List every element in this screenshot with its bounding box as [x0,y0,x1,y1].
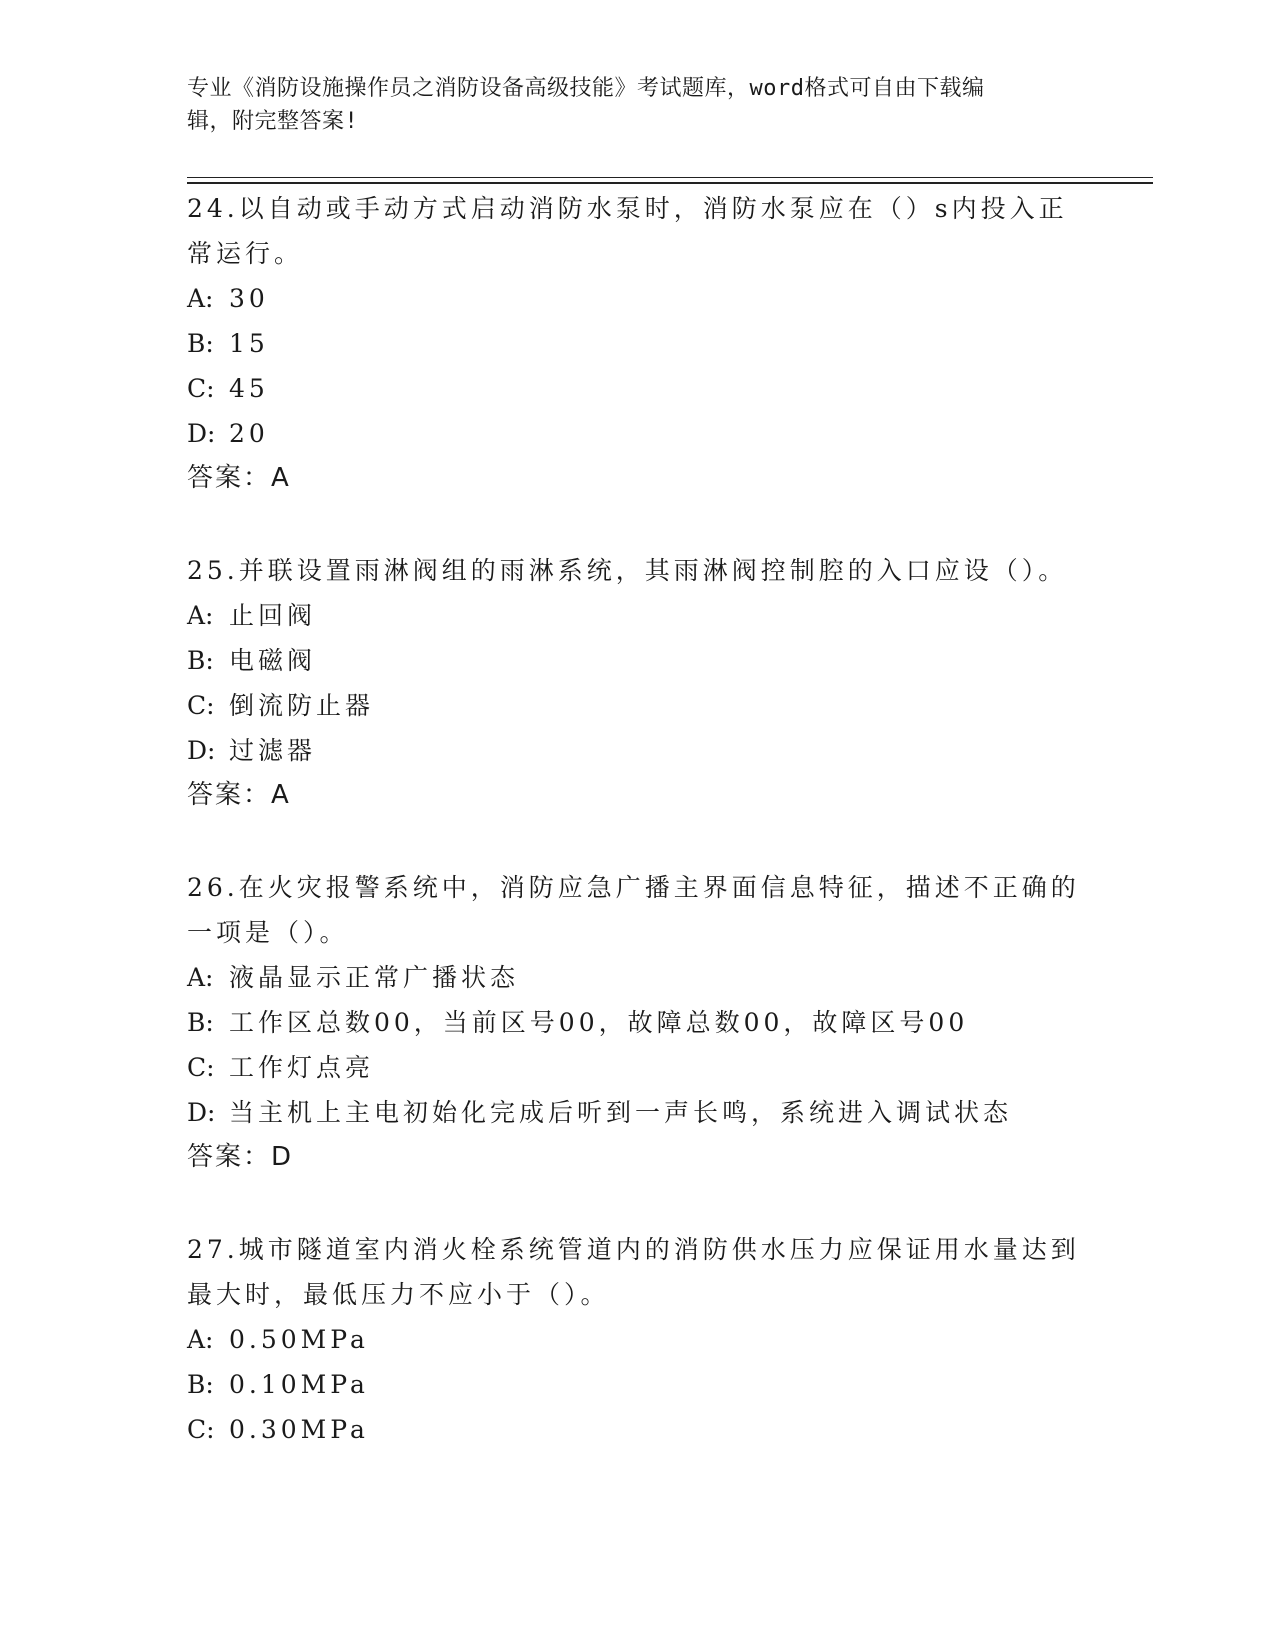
header-note-line-2: 辑，附完整答案! [187,109,359,134]
option-text: 0.30MPa [229,1415,369,1444]
option-letter: C: [187,691,215,720]
option-d [187,1090,1087,1135]
option-b [187,1000,1087,1045]
question-stem-line-1: 24.以自动或手动方式启动消防水泵时，消防水泵应在（）s内投入正 [187,194,1068,223]
option-letter: B: [187,1008,214,1037]
option-c [187,683,1087,728]
option-letter: C: [187,374,215,403]
option-letter: C: [187,1053,215,1082]
option-text: 20 [229,419,269,448]
option-a [187,955,1087,1000]
question-stem-line-1: 26.在火灾报警系统中，消防应急广播主界面信息特征，描述不正确的 [187,873,1080,902]
answer-key: 答案：A [187,780,291,810]
header-divider-thick [187,182,1153,184]
answer-key: 答案：D [187,1142,294,1172]
option-text: 30 [229,284,269,313]
option-letter: B: [187,329,214,358]
option-text: 电磁阀 [229,646,317,675]
header-note [187,72,1067,138]
option-letter: D: [187,1098,216,1127]
option-d [187,411,1087,456]
option-text: 45 [229,374,269,403]
question-26 [187,865,1087,1179]
header-divider-thin [187,177,1153,178]
option-d [187,728,1087,773]
option-c [187,366,1087,411]
option-letter: D: [187,419,216,448]
header-note-line-1: 专业《消防设施操作员之消防设备高级技能》考试题库，word格式可自由下载编 [187,76,985,101]
option-b [187,638,1087,683]
answer-key: 答案：A [187,463,291,493]
question-24 [187,186,1087,500]
option-letter: A: [187,1325,214,1354]
option-letter: B: [187,646,214,675]
question-stem-line-1: 25.并联设置雨淋阀组的雨淋系统，其雨淋阀控制腔的入口应设（）。 [187,556,1068,585]
option-text: 过滤器 [229,736,317,765]
option-letter: A: [187,601,214,630]
option-letter: A: [187,963,214,992]
question-stem-line-2: 最大时，最低压力不应小于（）。 [187,1280,610,1309]
question-stem-line-1: 27.城市隧道室内消火栓系统管道内的消防供水压力应保证用水量达到 [187,1235,1080,1264]
option-letter: B: [187,1370,214,1399]
question-stem-line-2: 一项是（）。 [187,918,349,947]
option-a [187,276,1087,321]
option-text: 工作区总数00，当前区号00，故障总数00，故障区号00 [229,1008,969,1037]
option-text: 0.50MPa [229,1325,369,1354]
option-text: 当主机上主电初始化完成后听到一声长鸣，系统进入调试状态 [229,1098,1013,1127]
option-b [187,1362,1087,1407]
option-b [187,321,1087,366]
option-text: 倒流防止器 [229,691,375,720]
option-text: 液晶显示正常广播状态 [229,963,520,992]
option-letter: D: [187,736,216,765]
option-a [187,1317,1087,1362]
question-list [187,186,1087,1500]
question-25 [187,548,1087,817]
option-letter: A: [187,284,214,313]
question-stem-line-2: 常运行。 [187,239,304,268]
option-c [187,1045,1087,1090]
option-c [187,1407,1087,1452]
option-text: 0.10MPa [229,1370,369,1399]
option-letter: C: [187,1415,215,1444]
option-text: 15 [229,329,269,358]
question-27 [187,1227,1087,1452]
option-text: 止回阀 [229,601,317,630]
option-a [187,593,1087,638]
option-text: 工作灯点亮 [229,1053,375,1082]
